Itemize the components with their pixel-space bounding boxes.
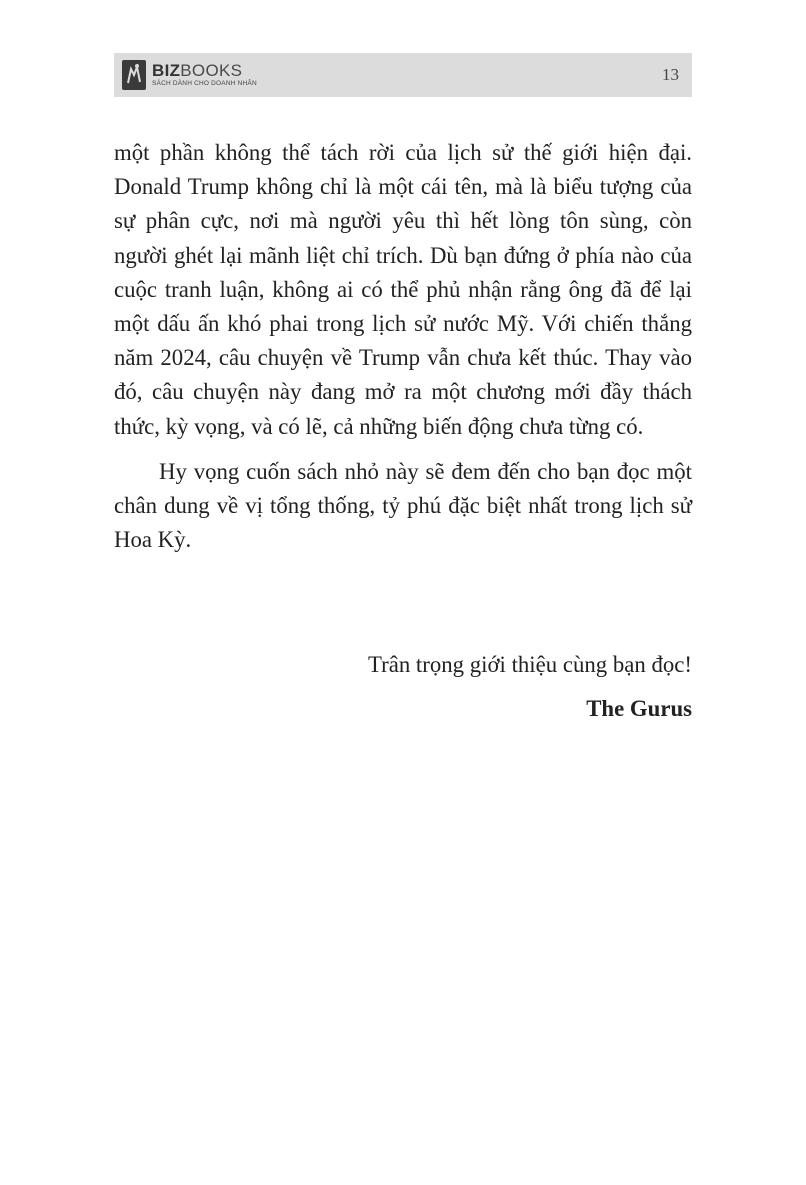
brand-name: [152, 62, 257, 79]
signoff: [368, 648, 692, 726]
page-number: 13: [662, 65, 679, 84]
logo-text: [152, 62, 257, 88]
brand-name-part1: BIZ: [152, 61, 181, 80]
bizbooks-logo: [122, 58, 257, 92]
body-text: [114, 136, 692, 557]
paragraph: Hy vọng cuốn sách nhỏ này sẽ đem đến cho bạn đọc một chân dung về vị tổng thống, tỷ phú đặc biệt nhất trong lịch sử Hoa Kỳ.: [114, 458, 692, 553]
paragraph: một phần không thể tách rời của lịch sử thế giới hiện đại. Donald Trump không chỉ là một cái tên, mà là biểu tượng của sự phân cực, nơi mà người yêu thì hết lòng tôn sùng, còn người ghét lại mãnh liệt chỉ trích. Dù bạn đứng ở phía nào của cuộc tranh luận, không ai có thể phủ nhận rằng ông đã để lại một dấu ấn khó phai trong lịch sử nước Mỹ. Với chiến thắng năm 2024, câu chuyện về Trump vẫn chưa kết thúc. Thay vào đó, câu chuyện này đang mở ra một chương mới đầy thách thức, kỳ vọng, và có lẽ, cả những biến động chưa từng có.: [114, 140, 692, 439]
brand-tagline: SÁCH DÀNH CHO DOANH NHÂN: [152, 80, 257, 87]
bizbooks-logo-icon: [122, 60, 146, 90]
author-signature: The Gurus: [586, 696, 692, 721]
brand-name-part2: BOOKS: [180, 61, 243, 80]
signoff-line: Trân trọng giới thiệu cùng bạn đọc!: [368, 652, 692, 677]
page-header: [114, 53, 692, 97]
